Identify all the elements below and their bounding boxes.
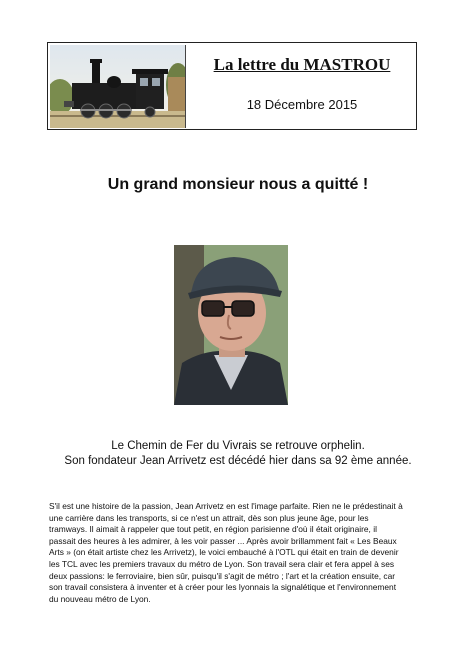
locomotive-photo: [50, 45, 186, 128]
body-line: une carrière dans les transports, si ce n'est un attrait, dès son plus jeune âge, pour les: [49, 512, 369, 523]
body-line: passait des heures à les admirer, à les voir passer ... Après avoir brillamment fait « Les Beaux: [49, 535, 397, 546]
headline: Un grand monsieur nous a quitté !: [107, 176, 369, 193]
steam-locomotive-icon: [50, 45, 186, 128]
newsletter-title: La lettre du MASTROU: [213, 55, 391, 74]
portrait-man-icon: [174, 245, 288, 405]
caption-line-1: Le Chemin de Fer du Vivrais se retrouve orphelin.: [111, 440, 365, 452]
body-line: les TCL avec les premiers travaux du métro de Lyon. Son travail sera clair et fera appel à ses: [49, 558, 395, 569]
body-line: Arts » (on était artiste chez les Arrivetz), le voici embauché à l'OTL qui était en train de devenir: [49, 547, 399, 558]
body-line: deux passions: le ferroviaire, bien sûr, puisqu'il s'agit de métro ; l'art et la création ensuite, car: [49, 570, 396, 581]
body-line: tramways. Il aimait à rappeler que tout petit, en région parisienne d'où il était originaire, il: [49, 524, 377, 535]
body-line: du nouveau métro de Lyon.: [49, 593, 151, 604]
portrait-photo: [174, 245, 288, 405]
article-body: [49, 501, 431, 605]
caption-line-2: Son fondateur Jean Arrivetz est décédé hier dans sa 92 ème année.: [64, 455, 412, 467]
body-line: S'il est une histoire de la passion, Jean Arrivetz en est l'image parfaite. Rien ne le prédestinait à: [49, 501, 403, 511]
newsletter-date: 18 Décembre 2015: [246, 97, 358, 112]
body-line: son travail consistera à inventer et à créer pour les lyonnais la signalétique et l'environnement: [49, 582, 397, 593]
